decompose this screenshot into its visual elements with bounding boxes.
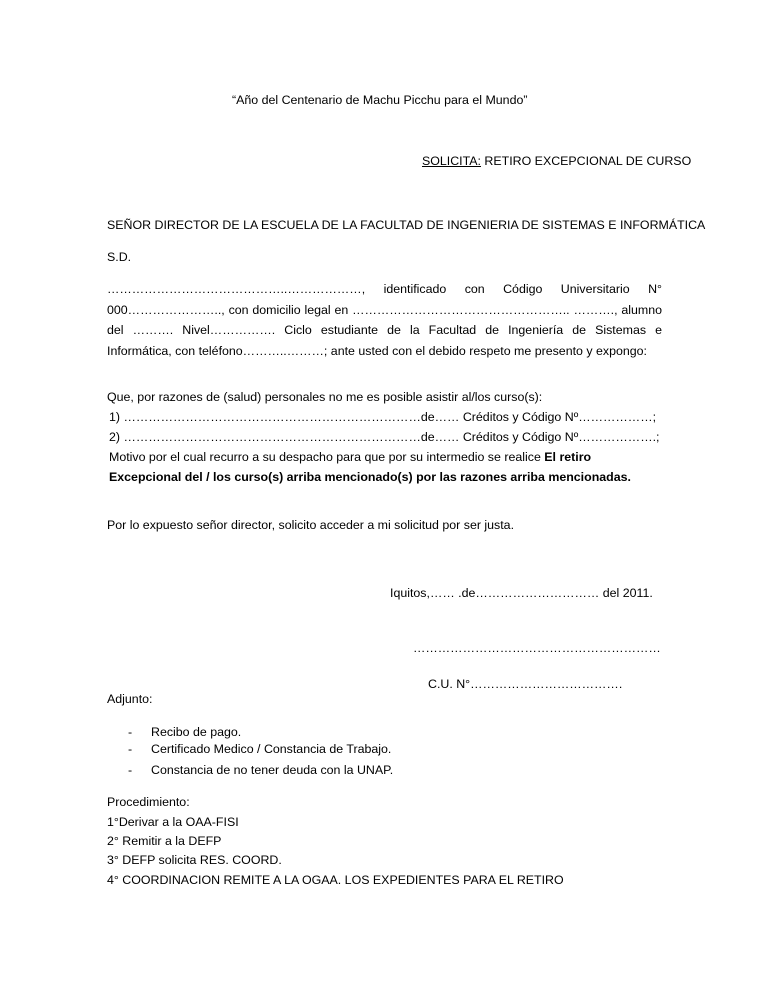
sd-line: S.D. xyxy=(107,250,132,264)
list-item: Recibo de pago. xyxy=(151,725,242,739)
place-date-line: Iquitos,…… .de………………………… del 2011. xyxy=(390,586,653,600)
list-bullet: - xyxy=(128,763,133,777)
closing-line: Por lo expuesto señor director, solicito acceder a mi solicitud por ser justa. xyxy=(107,518,515,532)
motive-text: Motivo por el cual recurro a su despacho para que por su intermedio se realice xyxy=(109,450,545,464)
procedure-step: 2° Remitir a la DEFP xyxy=(107,834,222,848)
list-bullet: - xyxy=(128,742,133,756)
procedure-step: 4° COORDINACION REMITE A LA OGAA. LOS EXPEDIENTES PARA EL RETIRO xyxy=(107,873,564,887)
course-line-1: 1) ………………………………………………………………de…… Créditos y Código Nº………………; xyxy=(109,410,657,424)
list-item: Constancia de no tener deuda con la UNAP. xyxy=(151,763,394,777)
addressee-line: SEÑOR DIRECTOR DE LA ESCUELA DE LA FACULTAD DE INGENIERIA DE SISTEMAS E INFORMÁTICA xyxy=(107,218,706,232)
motive-line-2 xyxy=(109,470,631,484)
subject-line xyxy=(422,154,691,168)
subject-label: SOLICITA: xyxy=(422,154,481,168)
procedure-step: 1°Derivar a la OAA-FISI xyxy=(107,815,239,829)
subject-text: RETIRO EXCEPCIONAL DE CURSO xyxy=(480,154,692,168)
list-item: Certificado Medico / Constancia de Trabajo. xyxy=(151,742,392,756)
motto-line: “Año del Centenario de Machu Picchu para el Mundo” xyxy=(232,93,528,107)
procedure-title: Procedimiento: xyxy=(107,795,190,809)
reason-intro: Que, por razones de (salud) personales no me es posible asistir al/los curso(s): xyxy=(107,390,543,404)
intro-paragraph: ……………………………………..………………, identificado con Código Universitario N° 000………………….., con domicilio legal en …………………………………………….. ………., alumno del ………. Nivel……………. Ciclo estudiante de la Facultad de Ingeniería de Sistemas e Informática, con teléfono………..………; ante usted con el debido respeto me presento y expongo: xyxy=(107,282,662,358)
attachments-title: Adjunto: xyxy=(107,692,153,706)
motive-bold-rest: Excepcional del / los curso(s) arriba mencionado(s) por las razones arriba mencionadas. xyxy=(109,470,631,484)
motive-line-1 xyxy=(109,450,591,464)
course-line-2: 2) ………………………………………………………………de…… Créditos y Código Nº……………….; xyxy=(109,430,660,444)
signature-line: …………………………………………………… xyxy=(413,641,661,655)
list-bullet: - xyxy=(128,725,133,739)
motive-bold-start: El retiro xyxy=(544,450,592,464)
cu-line: C.U. N°………………………………. xyxy=(428,677,623,691)
procedure-step: 3° DEFP solicita RES. COORD. xyxy=(107,853,282,867)
